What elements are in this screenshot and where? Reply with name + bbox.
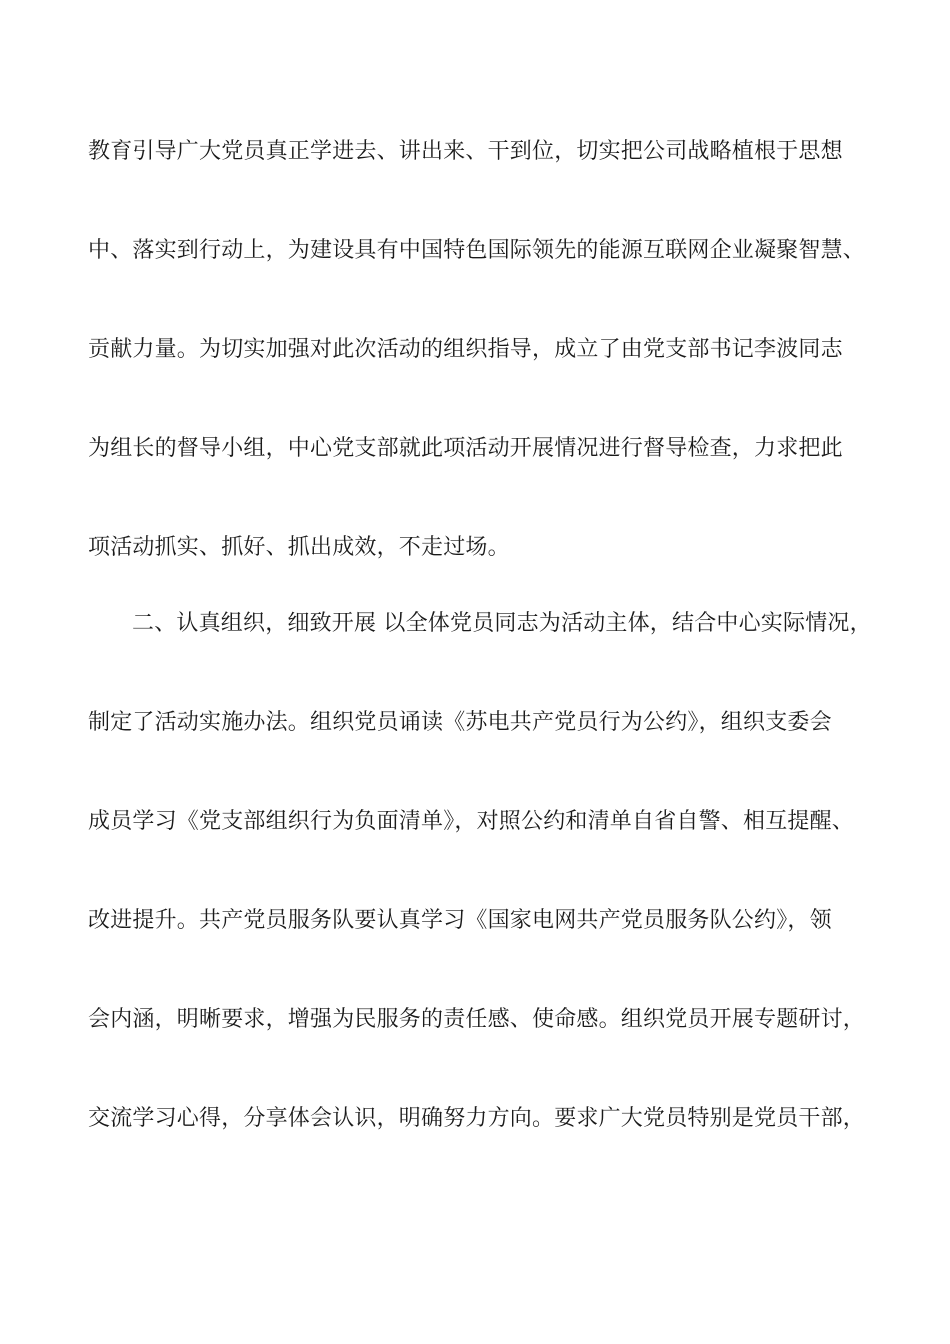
text-line: 成员学习《党支部组织行为负面清单》，对照公约和清单自省自警、相互提醒、: [88, 809, 855, 834]
text-line: 中、落实到行动上，为建设具有中国特色国际领先的能源互联网企业凝聚智慧、: [88, 238, 866, 263]
text-line: 交流学习心得，分享体会认识，明确努力方向。要求广大党员特别是党员干部，: [88, 1106, 866, 1131]
text-line: 制定了活动实施办法。组织党员诵读《苏电共产党员行为公约》，组织支委会: [88, 710, 832, 735]
text-line: 会内涵，明晰要求，增强为民服务的责任感、使命感。组织党员开展专题研讨，: [88, 1007, 866, 1032]
text-line: 项活动抓实、抓好、抓出成效，不走过场。: [88, 535, 510, 560]
text-line: 为组长的督导小组，中心党支部就此项活动开展情况进行督导检查，力求把此: [88, 436, 843, 461]
text-line: 贡献力量。为切实加强对此次活动的组织指导，成立了由党支部书记李波同志: [88, 337, 843, 362]
text-line: 教育引导广大党员真正学进去、讲出来、干到位，切实把公司战略植根于思想: [88, 139, 843, 164]
section-heading-line: 二、认真组织，细致开展 以全体党员同志为活动主体，结合中心实际情况，: [132, 611, 872, 636]
text-line: 改进提升。共产党员服务队要认真学习《国家电网共产党员服务队公约》，领: [88, 908, 832, 933]
